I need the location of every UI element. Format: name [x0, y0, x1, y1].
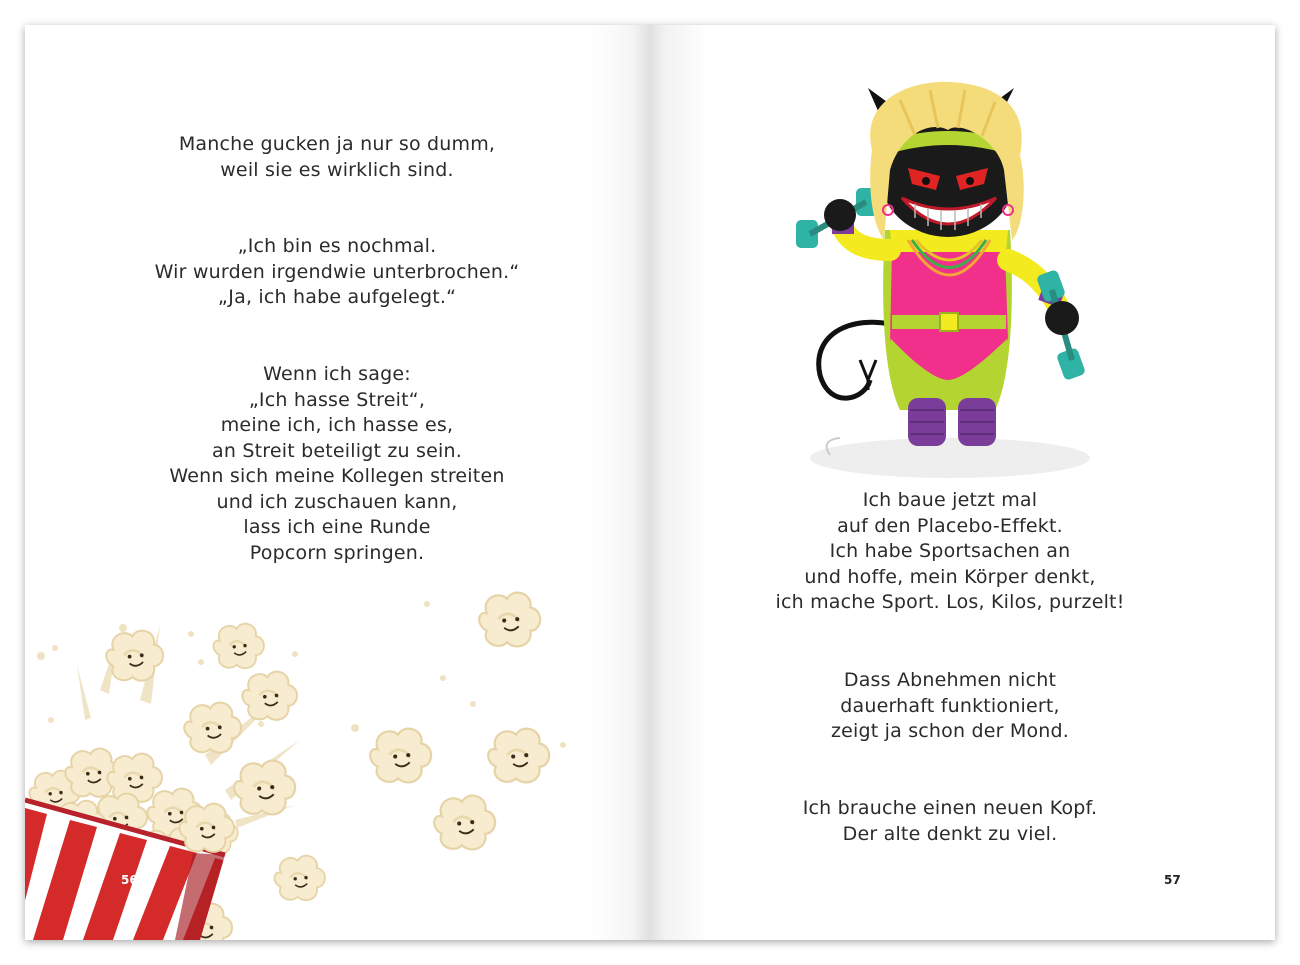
- text-line: zeigt ja schon der Mond.: [830, 720, 1070, 742]
- right-stanza-1: [750, 488, 1150, 616]
- text-line: Dass Abnehmen nicht: [843, 669, 1057, 691]
- text-line: auf den Placebo-Effekt.: [837, 514, 1063, 537]
- text-line: Wir wurden irgendwie unterbrochen.“: [154, 260, 520, 283]
- text-line: Ich habe Sportsachen an: [829, 540, 1071, 562]
- book-spread: [25, 25, 1275, 940]
- devil-fitness-character-illustration: [790, 80, 1090, 490]
- text-line: an Streit beteiligt zu sein.: [212, 439, 462, 462]
- text-line: „Ja, ich habe aufgelegt.“: [217, 286, 457, 308]
- left-stanza-3: [137, 362, 537, 566]
- text-line: Wenn sich meine Kollegen streiten: [169, 465, 505, 487]
- text-line: dauerhaft funktioniert,: [840, 694, 1060, 717]
- page-number-left: 56: [121, 873, 138, 887]
- popcorn-bucket-illustration: [25, 570, 585, 940]
- left-stanza-1: [137, 132, 537, 183]
- text-line: meine ich, ich hasse es,: [220, 414, 454, 436]
- text-line: ich mache Sport. Los, Kilos, purzelt!: [775, 591, 1125, 613]
- text-line: „Ich bin es nochmal.: [237, 235, 437, 257]
- right-page: [650, 25, 1275, 940]
- text-line: Der alte denkt zu viel.: [842, 822, 1058, 845]
- text-line: weil sie es wirklich sind.: [220, 158, 454, 181]
- text-line: und hoffe, mein Körper denkt,: [804, 565, 1096, 588]
- text-line: Ich baue jetzt mal: [862, 489, 1038, 511]
- text-line: Wenn ich sage:: [263, 363, 411, 385]
- left-stanza-2: [137, 234, 537, 311]
- text-line: Ich brauche einen neuen Kopf.: [802, 797, 1098, 819]
- text-line: lass ich eine Runde: [243, 516, 431, 538]
- left-page: [25, 25, 650, 940]
- text-line: und ich zuschauen kann,: [216, 490, 458, 513]
- text-line: Manche gucken ja nur so dumm,: [178, 133, 496, 155]
- right-stanza-3: [750, 796, 1150, 847]
- text-line: „Ich hasse Streit“,: [248, 388, 426, 411]
- right-stanza-2: [750, 668, 1150, 745]
- page-number-right: 57: [1164, 873, 1181, 887]
- text-line: Popcorn springen.: [249, 541, 425, 564]
